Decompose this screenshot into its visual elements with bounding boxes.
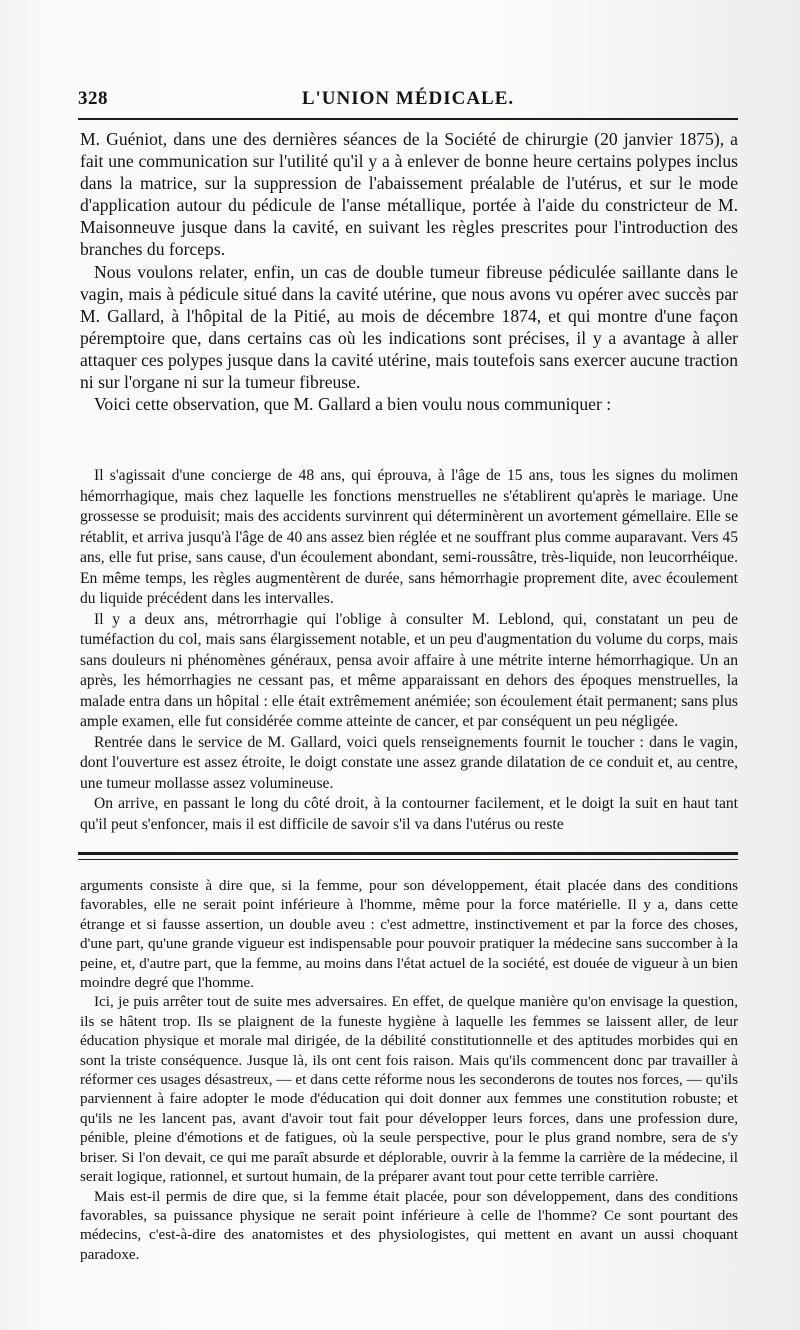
feuilleton-separator-thick (78, 852, 738, 855)
header-rule (78, 118, 738, 120)
observation-paragraph: On arrive, en passant le long du côté droit, à la contourner facilement, et le doigt la suit en haut tant qu'il peut s'enfoncer, mais il est difficile de savoir s'il va dans l'utérus ou reste (80, 795, 738, 833)
feuilleton-paragraph: arguments consiste à dire que, si la femme, pour son développement, était placée dans des conditions favorables, elle ne serait point inférieure à l'homme, même pour la force matérielle. Il y a, dans cette étrange et si fausse assertion, un double aveu : c'est admettre, instinctivement et par la force des choses, d'une part, qu'une grande vigueur est indispensable pour pouvoir pratiquer la médecine sans succomber à la peine, et, d'autre part, que la femme, au moins dans l'état actuel de la société, est douée de vigueur à un bien moindre degré que l'homme. (80, 877, 738, 992)
feuilleton-separator-thin (78, 859, 738, 860)
observation-paragraph: Il s'agissait d'une concierge de 48 ans, qui éprouva, à l'âge de 15 ans, tous les signes du molimen hémorrhagique, mais chez laquelle les fonctions menstruelles ne s'établirent qu'après le mariage. Une grossesse se produisit; mais des accidents survinrent qui déterminèrent un avortement gémellaire. Elle se rétablit, et arriva jusqu'à l'âge de 40 ans assez bien réglée et ne souffrant plus comme auparavant. Vers 45 ans, elle fut prise, sans cause, d'un écoulement abondant, semi-roussâtre, très-liquide, non leucorrhéique. En même temps, les règles augmentèrent de durée, sans hémorrhagie proprement dite, avec écoulement du liquide précédent dans les intervalles. (80, 467, 738, 607)
feuilleton-paragraph: Mais est-il permis de dire que, si la femme était placée, pour son développement, dans des conditions favorables, sa puissance physique ne serait point inférieure à celle de l'homme? Ce sont pourtant des médecins, c'est-à-dire des anatomistes et des physiologistes, qui mettent en avant un aussi choquant paradoxe. (80, 1187, 738, 1263)
running-title: L'UNION MÉDICALE. (301, 88, 515, 109)
observation-paragraph: Il y a deux ans, métrorrhagie qui l'oblige à consulter M. Leblond, qui, constatant un peu de tuméfaction du col, mais sans élargissement notable, et un peu d'augmentation du volume du corps, mais sans douleurs ni phénomènes généraux, pensa avoir affaire à une métrite interne hémorrhagique. Un an après, les hémorrhagies ne cessant pas, et même apparaissant en dehors des époques menstruelles, la malade entra dans un hôpital : elle était extrêmement anémiée; son écoulement était permanent; sans plus ample examen, elle fut considérée comme atteinte de cancer, et par conséquent un peu négligée. (80, 610, 738, 730)
page-header (78, 88, 738, 114)
article-paragraph: Nous voulons relater, enfin, un cas de double tumeur fibreuse pédiculée saillante dans le vagin, mais à pédicule situé dans la cavité utérine, que nous avons vu opérer avec succès par M. Gallard, à l'hôpital de la Pitié, au mois de décembre 1874, et qui montre d'une façon péremptoire que, dans certains cas où les indications sont précises, il y a avantage à aller attaquer ces polypes jusque dans la cavité utérine, mais toutefois sans exercer aucune traction ni sur l'organe ni sur la tumeur fibreuse. (80, 261, 738, 393)
page-number: 328 (78, 88, 108, 109)
article-paragraph: M. Guéniot, dans une des dernières séances de la Société de chirurgie (20 janvier 1875), a fait une communication sur l'utilité qu'il y a à enlever de bonne heure certains polypes inclus dans la matrice, sur la suppression de l'abaissement préalable de l'utérus, et sur le mode d'application autour du pédicule de l'anse métallique, portée à l'aide du constricteur de M. Maisonneuve jusque dans la cavité, en suivant les règles prescrites pour l'introduction des branches du forceps. (80, 129, 738, 260)
feuilleton-text (80, 876, 738, 1264)
article-paragraph: Voici cette observation, que M. Gallard a bien voulu nous communiquer : (94, 394, 612, 415)
main-article (80, 128, 738, 415)
observation-text (80, 466, 738, 835)
observation-paragraph: Rentrée dans le service de M. Gallard, voici quels renseignements fournit le toucher : dans le vagin, dont l'ouverture est assez étroite, le doigt constate une assez grande dilatation de ce conduit et, au centre, une tumeur mollasse assez volumineuse. (80, 733, 738, 792)
feuilleton-paragraph: Ici, je puis arrêter tout de suite mes adversaires. En effet, de quelque manière qu'on envisage la question, ils se hâtent trop. Ils se plaignent de la funeste hygiène à laquelle les femmes se laissent aller, de leur éducation physique et morale mal dirigée, de la débilité constitutionnelle et des aptitudes morbides qui en sont la triste conséquence. Jusque là, ils ont cent fois raison. Mais qu'ils commencent donc par travailler à réformer ces usages désastreux, — et dans cette réforme nous les seconderons de toutes nos forces, — qu'ils parviennent à faire adopter le mode d'éducation qui doit donner aux femmes une constitution robuste; et qu'ils ne les lancent pas, avant d'avoir tout fait pour développer leurs forces, dans une profession dure, pénible, pleine d'émotions et de fatigues, où la seule perspective, pour le plus grand nombre, sera de s'y briser. Si l'on devait, ce qui me paraît absurde et déplorable, ouvrir à la femme la carrière de la médecine, il serait logique, rationnel, et surtout humain, de la préparer avant tout pour cette terrible carrière. (80, 993, 738, 1186)
